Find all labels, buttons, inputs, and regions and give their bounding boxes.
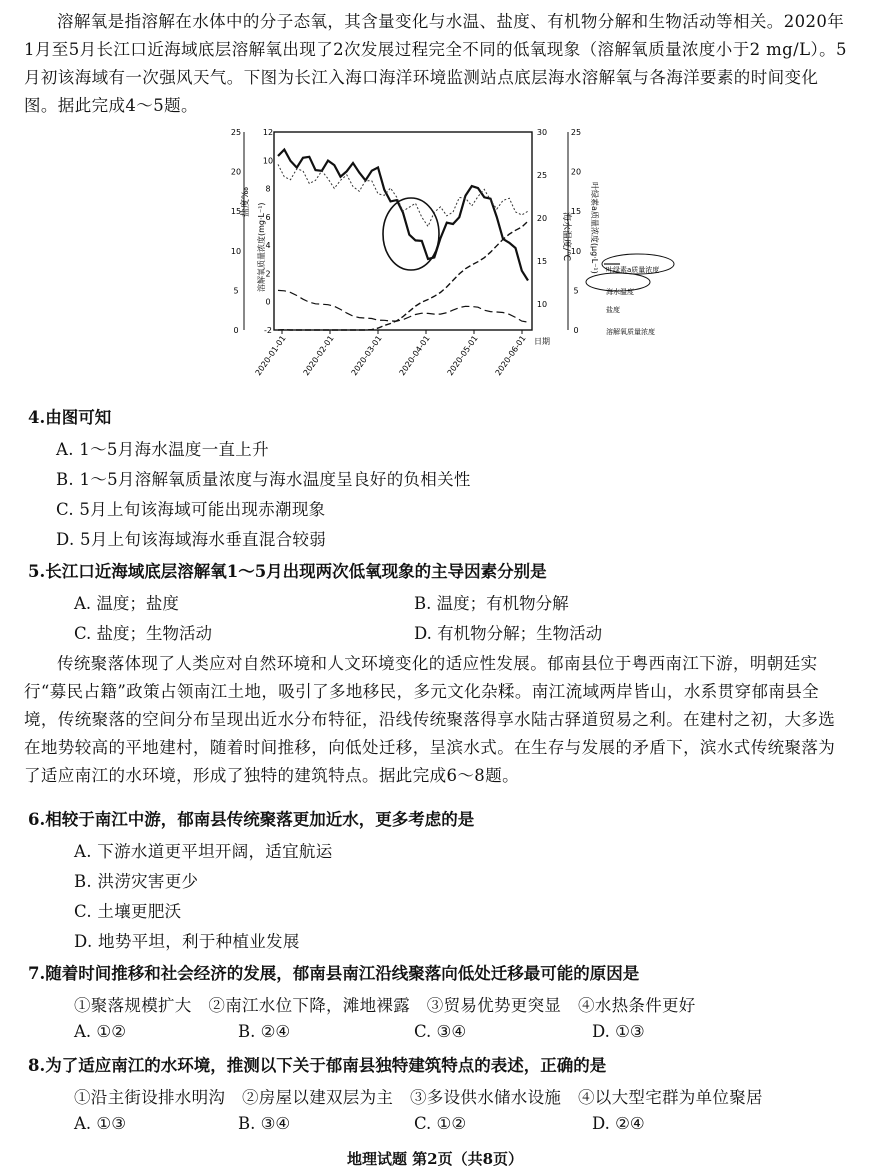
intro-paragraph: 溶解氧是指溶解在水体中的分子态氧，其含量变化与水温、盐度、有机物分解和生物活动等相关。2020年1月至5月长江口近海域底层溶解氧出现了2次发展过程完全不同的低氧现象（溶解氧质量浓度小于2 mg/L）。5月初该海域有一次强风天气。下图为长江入海口海洋环境监测站点底层海水溶解氧与各海洋要素的时间变化图。据此完成4～5题。 (24, 12, 847, 115)
x-tick-label-2: 2020-03-01 (349, 333, 384, 378)
legend-item-salinity: 盐度 (606, 306, 620, 314)
q4-option-c: C. 5月上旬该海域可能出现赤潮现象 (56, 500, 326, 519)
q4-option-b: B. 1～5月溶解氧质量浓度与海水温度呈良好的负相关性 (56, 470, 471, 489)
salinity-tick-5: 0 (233, 326, 239, 335)
x-tick-label-4: 2020-05-01 (445, 333, 480, 378)
q4-stem: 4.由图可知 (28, 408, 112, 427)
q7-option-d: D. ①③ (592, 1022, 645, 1041)
q6-option-c: C. 土壤更肥沃 (74, 902, 182, 921)
x-tick-label-0: 2020-01-01 (253, 333, 288, 378)
q8-option-b: B. ③④ (238, 1114, 291, 1133)
low-oxygen-circle (383, 198, 439, 270)
salinity-tick-1: 20 (230, 167, 242, 177)
q4-option-a: A. 1～5月海水温度一直上升 (56, 440, 269, 459)
chl-tick-4: 5 (573, 286, 579, 296)
q7-option-c: C. ③④ (414, 1022, 467, 1041)
chl-tick-0: 25 (570, 128, 582, 137)
x-tick-label-3: 2020-04-01 (397, 333, 432, 378)
q8-stem: 8.为了适应南江的水环境，推测以下关于郁南县独特建筑特点的表述，正确的是 (28, 1056, 607, 1075)
do-tick-7: -2 (264, 326, 272, 335)
x-tick-label-5: 2020-06-01 (493, 333, 528, 378)
salinity-tick-4: 5 (233, 286, 239, 296)
q5-option-b: B. 温度；有机物分解 (414, 594, 569, 613)
temp-axis-label: 海水温度/℃ (561, 212, 571, 262)
temp-tick-3: 15 (536, 257, 548, 266)
salinity-tick-2: 15 (230, 207, 242, 217)
temp-tick-1: 25 (536, 171, 548, 180)
q8-option-a: A. ①③ (74, 1114, 126, 1133)
do-tick-5: 2 (265, 269, 271, 279)
q8-option-c: C. ①② (414, 1114, 467, 1133)
do-axis-label: 溶解氧质量浓度(mg·L⁻¹) (257, 202, 266, 292)
chl-axis-label: 叶绿素a质量浓度(μg·L⁻¹) (590, 182, 599, 274)
q5-option-d: D. 有机物分解；生物活动 (414, 624, 603, 643)
do-tick-3: 6 (265, 212, 271, 222)
do-tick-6: 0 (265, 297, 271, 307)
temp-tick-0: 30 (536, 128, 548, 137)
chl-tick-2: 15 (570, 207, 582, 217)
legend-item-temp: 海水温度 (606, 288, 634, 296)
chl-tick-5: 0 (573, 326, 579, 335)
temp-tick-2: 20 (536, 214, 548, 223)
q6-stem: 6.相较于南江中游，郁南县传统聚落更加近水，更多考虑的是 (28, 810, 475, 829)
q7-option-a: A. ①② (74, 1022, 126, 1041)
series-line-do (278, 150, 528, 281)
time-series-chart (226, 122, 696, 392)
x-tick-label-1: 2020-02-01 (301, 333, 336, 378)
q5-stem: 5.长江口近海域底层溶解氧1～5月出现两次低氧现象的主导因素分别是 (28, 562, 547, 581)
do-tick-1: 10 (262, 156, 274, 166)
legend-item-do: 溶解氧质量浓度 (606, 328, 655, 336)
q7-option-b: B. ②④ (238, 1022, 291, 1041)
q5-option-c: C. 盐度；生物活动 (74, 624, 213, 643)
salinity-tick-0: 25 (230, 128, 242, 137)
salinity-tick-3: 10 (230, 246, 242, 256)
page-footer: 地理试题 第2页（共8页） (346, 1150, 524, 1168)
q7-stem: 7.随着时间推移和社会经济的发展，郁南县南江沿线聚落向低处迁移最可能的原因是 (28, 964, 640, 983)
chl-tick-1: 20 (570, 167, 582, 177)
series-line-salinity (278, 164, 528, 226)
salinity-axis-label: 盐度‰ (241, 186, 251, 217)
q8-items: ①沿主街设排水明沟 ②房屋以建双层为主 ③多设供水储水设施 ④以大型宅群为单位聚居 (74, 1088, 763, 1107)
do-tick-4: 4 (265, 241, 271, 251)
chl-tick-3: 10 (570, 246, 582, 256)
q6-option-b: B. 洪涝灾害更少 (74, 872, 199, 891)
q4-option-d: D. 5月上旬该海域海水垂直混合较弱 (56, 530, 327, 549)
do-tick-2: 8 (265, 184, 271, 194)
passage-2: 传统聚落体现了人类应对自然环境和人文环境变化的适应性发展。郁南县位于粤西南江下游，明朝廷实行“募民占籍”政策占领南江土地，吸引了多地移民，多元文化杂糅。南江流域两岸皆山，水系贯穿郁南县全境，传统聚落的空间分布呈现出近水分布特征，沿线传统聚落得享水陆古驿道贸易之利。在建村之初，大多选在地势较高的平地建村，随着时间推移，向低处迁移，呈滨水式。在生存与发展的矛盾下，滨水式传统聚落为了适应南江的水环境，形成了独特的建筑特点。据此完成6～8题。 (24, 654, 836, 785)
q6-option-d: D. 地势平坦，利于种植业发展 (74, 932, 300, 951)
series-line-temp (278, 221, 528, 330)
do-tick-0: 12 (262, 128, 274, 137)
q6-option-a: A. 下游水道更平坦开阔，适宜航运 (74, 842, 333, 861)
q5-option-a: A. 温度；盐度 (74, 594, 179, 613)
q7-items: ①聚落规模扩大 ②南江水位下降，滩地裸露 ③贸易优势更突显 ④水热条件更好 (74, 996, 696, 1015)
temp-tick-4: 10 (536, 300, 548, 309)
legend-item-chl: 叶绿素a质量浓度 (606, 266, 660, 274)
q8-option-d: D. ②④ (592, 1114, 645, 1133)
x-axis-unit: 日期 (534, 337, 550, 346)
